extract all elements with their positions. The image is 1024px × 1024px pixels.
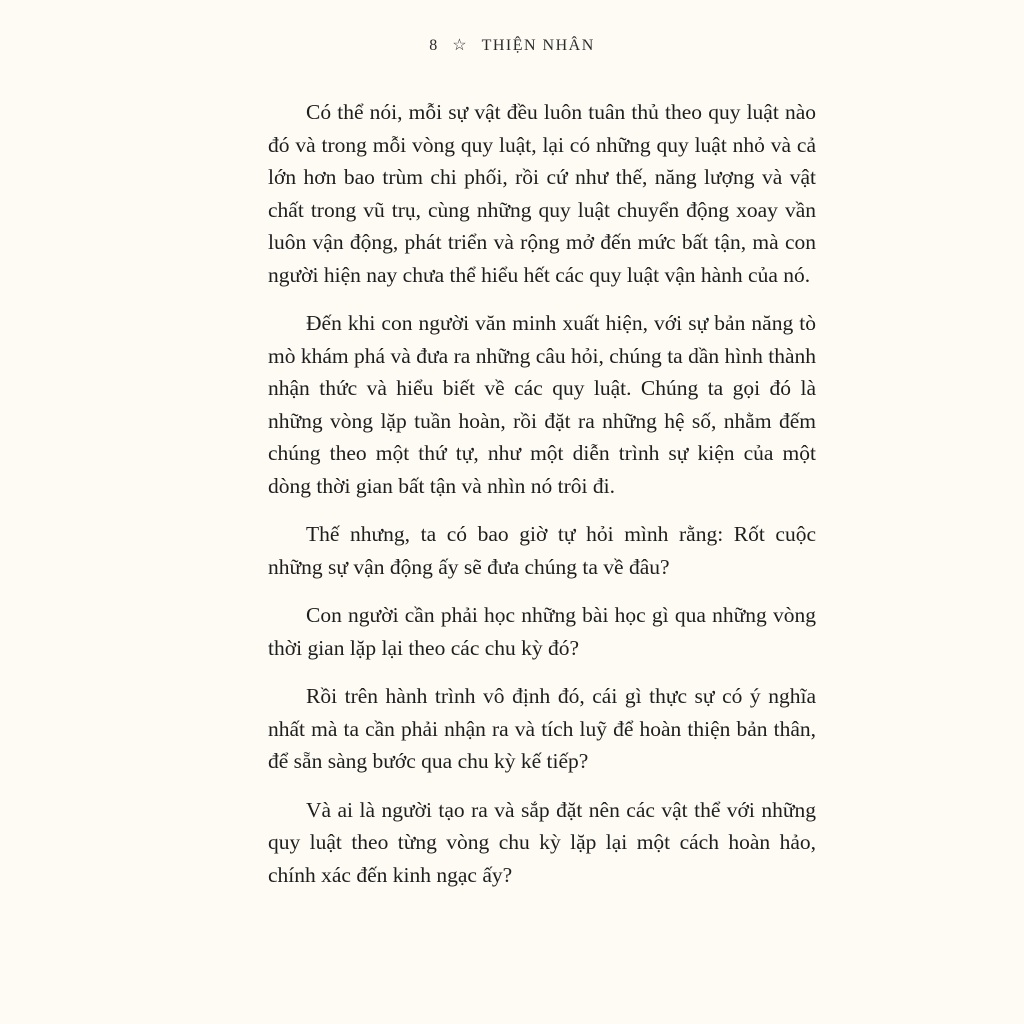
paragraph: Và ai là người tạo ra và sắp đặt nên các vật thể với những quy luật theo từng vòng chu kỳ lặp lại một cách hoàn hảo, chính xác đến kinh ngạc ấy?: [268, 797, 816, 887]
book-title: THIỆN NHÂN: [481, 37, 595, 54]
body-text: [268, 96, 816, 891]
paragraph: Có thể nói, mỗi sự vật đều luôn tuân thủ theo quy luật nào đó và trong mỗi vòng quy luật, lại có những quy luật nhỏ và cả lớn hơn bao trùm chi phối, rồi cứ như thế, năng lượng và vật chất trong vũ trụ, cùng những quy luật chuyển động xoay vần luôn vận động, phát triển và rộng mở đến mức bất tận, mà con người hiện nay chưa thể hiểu hết các quy luật vận hành của nó.: [268, 100, 816, 287]
page-number: 8: [429, 37, 439, 54]
running-header: [0, 35, 1024, 55]
star-ornament-icon: ☆: [452, 37, 469, 54]
paragraph: Con người cần phải học những bài học gì qua những vòng thời gian lặp lại theo các chu kỳ đó?: [268, 603, 816, 660]
paragraph: Rồi trên hành trình vô định đó, cái gì thực sự có ý nghĩa nhất mà ta cần phải nhận ra và tích luỹ để hoàn thiện bản thân, để sẵn sàng bước qua chu kỳ kế tiếp?: [268, 684, 816, 773]
paragraph: Đến khi con người văn minh xuất hiện, với sự bản năng tò mò khám phá và đưa ra những câu hỏi, chúng ta dần hình thành nhận thức và hiểu biết về các quy luật. Chúng ta gọi đó là những vòng lặp tuần hoàn, rồi đặt ra những hệ số, nhằm đếm chúng theo một thứ tự, như một diễn trình sự kiện của một dòng thời gian bất tận và nhìn nó trôi đi.: [268, 311, 816, 498]
paragraph: Thế nhưng, ta có bao giờ tự hỏi mình rằng: Rốt cuộc những sự vận động ấy sẽ đưa chúng ta về đâu?: [268, 522, 816, 579]
